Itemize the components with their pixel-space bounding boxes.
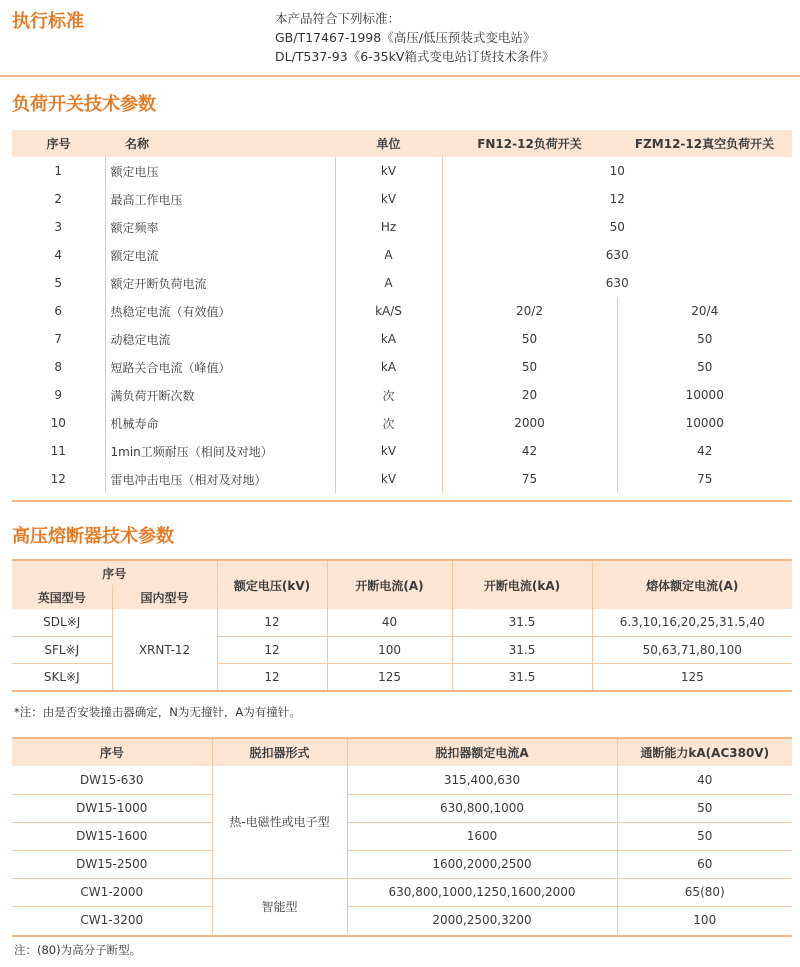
cell-index: 4	[54, 248, 63, 262]
breaker-note: 注：(80)为高分子断型。	[14, 943, 142, 957]
cell-trip-type-thermal: 热-电磁性或电子型	[212, 766, 347, 878]
cell-trip-current: 2000,2500,3200	[347, 906, 617, 934]
cell-unit: 次	[335, 381, 442, 409]
standard-gb: GB/T17467-1998《高压/低压预装式变电站》	[275, 30, 536, 45]
cell-fn12: 2000	[442, 409, 617, 437]
cell-capacity: 60	[617, 850, 792, 878]
cell-fuse-current: 125	[592, 663, 792, 690]
table-row	[12, 213, 792, 241]
cell-name: 额定电压	[105, 157, 335, 185]
table-row	[12, 325, 792, 353]
table-row	[12, 409, 792, 437]
cell-value: 630	[442, 241, 792, 269]
cell-trip-current: 1600	[347, 822, 617, 850]
cell-fuse-current: 6.3,10,16,20,25,31.5,40	[592, 609, 792, 636]
col-header-unit: 单位	[335, 130, 442, 157]
table-row	[12, 906, 792, 934]
col-header-breaking-capacity: 通断能力kA(AC380V)	[617, 739, 792, 766]
fuse-note: *注：由是否安装撞击器确定，N为无撞针，A为有撞针。	[14, 705, 301, 719]
col-header-trip-current: 脱扣器额定电流A	[347, 739, 617, 766]
cell-name: 最高工作电压	[105, 185, 335, 213]
table-bottom-rule	[12, 500, 792, 502]
cell-index: 7	[54, 332, 63, 346]
cell-trip-current: 630,800,1000,1250,1600,2000	[347, 878, 617, 906]
cell-break-current-a: 100	[327, 636, 452, 663]
cell-capacity: 100	[617, 906, 792, 934]
cell-fzm12: 50	[617, 325, 792, 353]
fuse-bottom-rule	[12, 690, 792, 692]
table-row	[12, 437, 792, 465]
cell-name: 动稳定电流	[105, 325, 335, 353]
cell-unit: A	[335, 269, 442, 297]
table-row	[12, 794, 792, 822]
cell-break-current-a: 40	[327, 609, 452, 636]
breaker-bottom-rule	[12, 935, 792, 937]
cell-value: 630	[442, 269, 792, 297]
cell-break-current-ka: 31.5	[452, 663, 592, 690]
cell-name: 额定电流	[105, 241, 335, 269]
cell-unit: kV	[335, 157, 442, 185]
cell-name: 雷电冲击电压（相对及对地）	[105, 465, 335, 493]
cell-index: 6	[54, 304, 63, 318]
cell-fn12: 50	[442, 325, 617, 353]
table-row	[12, 157, 792, 185]
col-header-break-current-ka: 开断电流(kA)	[452, 561, 592, 609]
cell-name: 短路关合电流（峰值）	[105, 353, 335, 381]
cell-name: 1min工频耐压（相间及对地）	[105, 437, 335, 465]
cell-fn12: 75	[442, 465, 617, 493]
table-row	[12, 269, 792, 297]
cell-name: 热稳定电流（有效值）	[105, 297, 335, 325]
cell-value: 50	[442, 213, 792, 241]
cell-trip-current: 630,800,1000	[347, 794, 617, 822]
table-row	[12, 878, 792, 906]
cell-break-current-ka: 31.5	[452, 636, 592, 663]
standard-dl: DL/T537-93《6-35kV箱式变电站订货技术条件》	[275, 49, 555, 64]
cell-model: DW15-1000	[12, 794, 212, 822]
cell-model: CW1-3200	[80, 913, 144, 928]
cell-capacity: 65(80)	[617, 878, 792, 906]
table-row	[12, 241, 792, 269]
cell-unit: kV	[335, 465, 442, 493]
cell-unit: A	[335, 241, 442, 269]
cell-capacity: 40	[617, 766, 792, 794]
cell-unit: kA/S	[335, 297, 442, 325]
col-header-model-group: 序号	[12, 561, 217, 585]
table-row	[12, 609, 792, 636]
cell-index: 12	[50, 472, 66, 486]
cell-model: DW15-1600	[12, 822, 212, 850]
cell-trip-current: 315,400,630	[347, 766, 617, 794]
col-header-name: 名称	[105, 130, 335, 157]
cell-rated-voltage: 12	[217, 636, 327, 663]
cell-index: 3	[54, 220, 63, 234]
load-switch-table	[12, 130, 792, 493]
cell-unit: kV	[335, 437, 442, 465]
cell-index: 8	[54, 360, 63, 374]
cell-fn12: 20/2	[442, 297, 617, 325]
fuse-table	[12, 561, 792, 690]
cell-unit: kA	[335, 325, 442, 353]
standards-intro: 本产品符合下列标准：	[275, 11, 401, 26]
cell-capacity: 50	[617, 822, 792, 850]
load-switch-title: 负荷开关技术参数	[12, 94, 156, 115]
col-header-fn12: FN12-12负荷开关	[442, 130, 617, 157]
cell-break-current-a: 125	[327, 663, 452, 690]
table-row	[12, 185, 792, 213]
cell-uk-model: SDL※J	[12, 609, 112, 636]
cell-trip-current: 1600,2000,2500	[347, 850, 617, 878]
col-header-fzm12: FZM12-12真空负荷开关	[617, 130, 792, 157]
cell-index: 11	[50, 444, 66, 458]
cell-rated-voltage: 12	[217, 609, 327, 636]
cell-unit: 次	[335, 409, 442, 437]
cell-fzm12: 20/4	[617, 297, 792, 325]
col-header-domestic-model: 国内型号	[112, 585, 217, 609]
cell-model: DW15-630	[12, 766, 212, 794]
cell-unit: Hz	[335, 213, 442, 241]
cell-value: 10	[442, 157, 792, 185]
breaker-table	[12, 739, 792, 934]
cell-fzm12: 10000	[617, 409, 792, 437]
table-row	[12, 297, 792, 325]
cell-index: 5	[54, 276, 63, 290]
divider	[0, 75, 800, 77]
cell-model: DW15-2500	[12, 850, 212, 878]
cell-uk-model: SKL※J	[43, 669, 80, 684]
cell-index: 9	[54, 388, 63, 402]
table-row	[12, 766, 792, 794]
table-row	[12, 381, 792, 409]
col-header-index: 序号	[12, 130, 105, 157]
cell-unit: kV	[335, 185, 442, 213]
table-row	[12, 353, 792, 381]
cell-name: 机械寿命	[105, 409, 335, 437]
cell-rated-voltage: 12	[217, 663, 327, 690]
col-header-model: 序号	[12, 739, 212, 766]
cell-model: CW1-2000	[12, 878, 212, 906]
cell-index: 2	[54, 192, 63, 206]
cell-name: 额定频率	[105, 213, 335, 241]
cell-break-current-ka: 31.5	[452, 609, 592, 636]
cell-uk-model: SFL※J	[12, 636, 112, 663]
cell-name: 额定开断负荷电流	[105, 269, 335, 297]
table-row	[12, 465, 792, 493]
table-row	[12, 850, 792, 878]
cell-fn12: 50	[442, 353, 617, 381]
cell-trip-type-smart: 智能型	[212, 878, 347, 934]
cell-name: 满负荷开断次数	[105, 381, 335, 409]
cell-fzm12: 75	[617, 465, 792, 493]
cell-fn12: 20	[442, 381, 617, 409]
col-header-trip-type: 脱扣器形式	[212, 739, 347, 766]
cell-index: 1	[54, 164, 63, 178]
table-row	[12, 822, 792, 850]
col-header-break-current-a: 开断电流(A)	[327, 561, 452, 609]
cell-value: 12	[442, 185, 792, 213]
col-header-rated-voltage: 额定电压(kV)	[217, 561, 327, 609]
standards-list	[275, 9, 554, 66]
cell-domestic-model: XRNT-12	[112, 609, 217, 690]
standards-title: 执行标准	[12, 11, 84, 32]
cell-index: 10	[50, 416, 66, 430]
cell-fn12: 42	[442, 437, 617, 465]
cell-fzm12: 42	[617, 437, 792, 465]
cell-fzm12: 50	[617, 353, 792, 381]
fuse-title: 高压熔断器技术参数	[12, 526, 174, 547]
cell-capacity: 50	[617, 794, 792, 822]
col-header-fuse-current: 熔体额定电流(A)	[592, 561, 792, 609]
cell-fuse-current: 50,63,71,80,100	[592, 636, 792, 663]
col-header-uk-model: 英国型号	[12, 585, 112, 609]
cell-fzm12: 10000	[617, 381, 792, 409]
cell-unit: kA	[335, 353, 442, 381]
